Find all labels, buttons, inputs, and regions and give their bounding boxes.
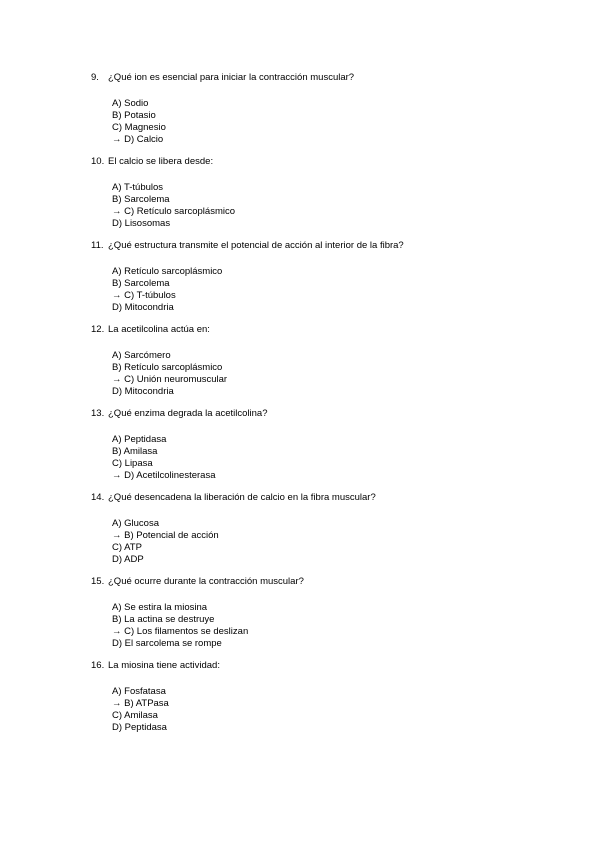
option-c: C) Magnesio [112,122,166,133]
answer-options [112,350,227,398]
option-b: B) Sarcolema [112,278,170,289]
option-d: D) Mitocondria [112,386,174,397]
option-b: B) Sarcolema [112,194,170,205]
answer-options [112,434,215,482]
question-number: 11. [91,240,104,251]
question-number: 13. [91,408,105,419]
option-c: C) Amilasa [112,710,158,721]
option-d: D) Lisosomas [112,218,171,229]
question-number: 14. [91,492,105,503]
option-d: D) ADP [112,554,144,565]
question-text: ¿Qué desencadena la liberación de calcio en la fibra muscular? [108,492,376,503]
option-a: A) Peptidasa [112,434,167,445]
question-text: El calcio se libera desde: [108,156,214,167]
question-text: La miosina tiene actividad: [108,660,220,671]
answer-options [112,686,169,734]
question-text: La acetilcolina actúa en: [108,324,210,335]
option-a: A) Retículo sarcoplásmico [112,266,223,277]
option-c: C) Lipasa [112,458,153,469]
option-b: B) La actina se destruye [112,614,215,625]
answer-options [112,182,235,230]
option-c: → C) Retículo sarcoplásmico [112,206,236,217]
question-number: 9. [91,72,99,83]
option-c: C) ATP [112,542,142,553]
answer-options [112,518,219,566]
question-number: 15. [91,576,105,587]
option-d: → D) Calcio [112,134,164,145]
answer-options [112,98,166,146]
answer-options [112,602,248,650]
option-c: → C) T-túbulos [112,290,176,301]
option-a: A) Se estira la miosina [112,602,208,613]
option-d: D) Mitocondria [112,302,174,313]
option-a: A) Sarcómero [112,350,171,361]
option-c: → C) Unión neuromuscular [112,374,228,385]
option-d: → D) Acetilcolinesterasa [112,470,216,481]
option-a: A) T-túbulos [112,182,164,193]
option-d: D) Peptidasa [112,722,167,733]
question-number: 10. [91,156,105,167]
question-text: ¿Qué enzima degrada la acetilcolina? [108,408,268,419]
option-c: → C) Los filamentos se deslizan [112,626,249,637]
option-a: A) Sodio [112,98,149,109]
option-d: D) El sarcolema se rompe [112,638,222,649]
question-text: ¿Qué estructura transmite el potencial de acción al interior de la fibra? [108,240,404,251]
option-b: B) Potasio [112,110,156,121]
option-b: → B) ATPasa [112,698,169,709]
question-text: ¿Qué ion es esencial para iniciar la contracción muscular? [108,72,355,83]
option-b: → B) Potencial de acción [112,530,219,541]
option-b: B) Amilasa [112,446,158,457]
question-number: 16. [91,660,105,671]
option-a: A) Glucosa [112,518,159,529]
option-b: B) Retículo sarcoplásmico [112,362,223,373]
option-a: A) Fosfatasa [112,686,166,697]
question-text: ¿Qué ocurre durante la contracción muscular? [108,576,304,587]
answer-options [112,266,222,314]
question-number: 12. [91,324,105,335]
